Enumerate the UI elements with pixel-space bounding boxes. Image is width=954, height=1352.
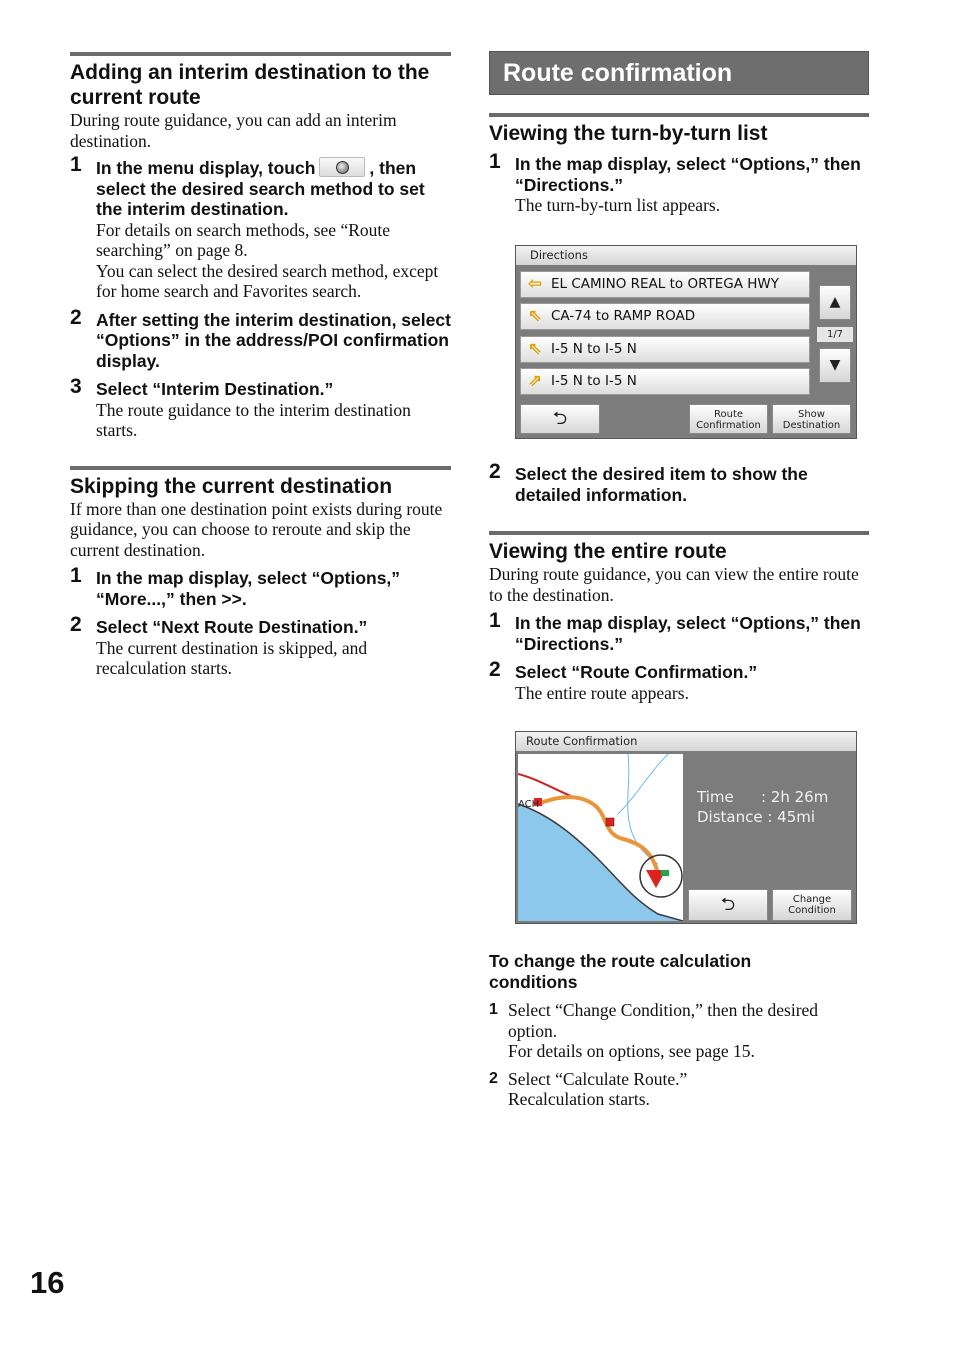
step (70, 153, 451, 302)
left-column (70, 52, 451, 679)
route-map-graphic (518, 754, 683, 921)
step-body: The turn-by-turn list appears. (515, 195, 721, 215)
button-label: Confirmation (696, 420, 761, 431)
section-rule (70, 466, 451, 470)
turn-left-icon: ⇦ (527, 274, 543, 294)
direction-item[interactable] (520, 303, 810, 330)
step-heading: Select the desired item to show the detailed information. (515, 464, 808, 505)
step-heading: Select “Route Confirmation.” (515, 662, 758, 682)
section-title-interim: Adding an interim destination to the current route (70, 61, 430, 109)
step-body: Recalculation starts. (508, 1089, 650, 1109)
step-number: 2 (489, 1069, 498, 1087)
step-heading (96, 157, 451, 220)
bear-left-icon: ⇖ (527, 306, 543, 326)
step-number: 1 (489, 1001, 498, 1018)
map-place-label: ACH (518, 799, 540, 810)
step (70, 305, 451, 372)
route-confirmation-button[interactable] (689, 404, 768, 434)
step-heading-part: In the menu display, touch (96, 158, 316, 178)
back-button[interactable] (688, 889, 768, 921)
section-title-skip: Skipping the current destination (70, 474, 393, 498)
section-title-entire-route: Viewing the entire route (489, 540, 727, 563)
button-label: Change (792, 894, 832, 905)
step-body: The route guidance to the interim destination starts. (96, 399, 411, 440)
step (489, 1000, 864, 1062)
section-title-turn-list: Viewing the turn-by-turn list (489, 122, 768, 145)
step (70, 375, 451, 441)
scroll-up-button[interactable]: ▲ (819, 285, 851, 320)
step-body: The entire route appears. (515, 682, 689, 703)
step (489, 460, 869, 505)
step-body: For details on options, see page 15. (508, 1041, 755, 1061)
step-heading-part: , then select the desired search method to set the interim destination. (96, 158, 425, 219)
show-destination-button[interactable] (772, 404, 851, 434)
step-heading: In the map display, select “Options,” “More...,” then >>. (96, 568, 401, 609)
direction-label: EL CAMINO REAL to ORTEGA HWY (551, 276, 779, 292)
intro-text: During route guidance, you can add an interim destination. (70, 110, 397, 151)
step-body: Select “Calculate Route.” (508, 1068, 688, 1089)
back-arrow-icon: ⮌ (552, 408, 568, 429)
time-label: Time (697, 788, 734, 806)
button-label: Show (798, 409, 825, 420)
bear-right-icon: ⇗ (527, 371, 543, 391)
right-column (489, 51, 869, 216)
intro-text: If more than one destination point exists during route guidance, you can choose to reroute and skip the current destination. (70, 498, 443, 560)
step-body: For details on search methods, see “Route searching” on page 8. (96, 219, 391, 260)
step-body: You can select the desired search method, except for home search and Favorites search. (96, 260, 439, 301)
step-heading: After setting the interim destination, select “Options” in the address/POI confirmation display. (96, 309, 451, 371)
button-label: Condition (788, 905, 836, 916)
step (489, 1069, 864, 1110)
step-heading: In the map display, select “Options,” then “Directions.” (515, 613, 861, 654)
button-label: Destination (782, 420, 841, 431)
distance-row: Distance : 45mi (697, 808, 816, 826)
route-confirmation-screen (515, 731, 857, 924)
section-rule (70, 52, 451, 56)
button-label: Route (713, 409, 744, 420)
direction-item[interactable] (520, 336, 810, 363)
direction-label: I-5 N to I-5 N (551, 341, 637, 357)
step-heading: Select “Interim Destination.” (96, 379, 334, 399)
scroll-down-button[interactable]: ▼ (819, 348, 851, 383)
step (70, 564, 451, 609)
intro-text: During route guidance, you can view the entire route to the destination. (489, 564, 859, 605)
step-body: The current destination is skipped, and recalculation starts. (96, 637, 368, 678)
change-condition-button[interactable] (772, 889, 852, 921)
step (489, 150, 869, 216)
step-number: 1 (70, 564, 82, 587)
step-number: 1 (489, 609, 501, 632)
right-column-bottom (489, 951, 864, 1110)
back-button[interactable] (520, 404, 600, 434)
step-number: 2 (70, 613, 82, 636)
step-number: 2 (489, 658, 501, 681)
direction-item[interactable] (520, 368, 810, 395)
screen-title: Directions (516, 246, 856, 265)
step-body: Select “Change Condition,” then the desired option. (508, 1000, 819, 1041)
directions-screen (515, 245, 857, 439)
step-number: 1 (70, 153, 82, 176)
chapter-banner: Route confirmation (489, 51, 869, 95)
page-indicator: 1/7 (817, 327, 853, 342)
step-number: 2 (70, 305, 82, 329)
direction-item[interactable] (520, 271, 810, 298)
time-value: : 2h 26m (761, 788, 829, 806)
step-number: 3 (70, 375, 82, 398)
back-arrow-icon: ⮌ (720, 894, 736, 915)
direction-label: I-5 N to I-5 N (551, 373, 637, 389)
time-row (697, 787, 828, 807)
compass-icon (319, 157, 365, 177)
step-heading: In the map display, select “Options,” then “Directions.” (515, 154, 861, 195)
section-rule (489, 113, 869, 117)
direction-label: CA-74 to RAMP ROAD (551, 308, 696, 324)
step (70, 613, 451, 679)
section-rule (489, 531, 869, 535)
step (489, 658, 869, 703)
screen-title: Route Confirmation (516, 732, 856, 751)
page-number: 16 (30, 1265, 65, 1300)
step-number: 2 (489, 460, 501, 483)
subsection-title: To change the route calculation conditions (489, 951, 752, 992)
step-heading: Select “Next Route Destination.” (96, 617, 368, 637)
step-number: 1 (489, 150, 501, 173)
route-map[interactable] (518, 754, 683, 921)
route-info-panel (686, 754, 854, 884)
right-column-lower (489, 456, 869, 703)
step (489, 609, 869, 654)
bear-left-icon: ⇖ (527, 339, 543, 359)
